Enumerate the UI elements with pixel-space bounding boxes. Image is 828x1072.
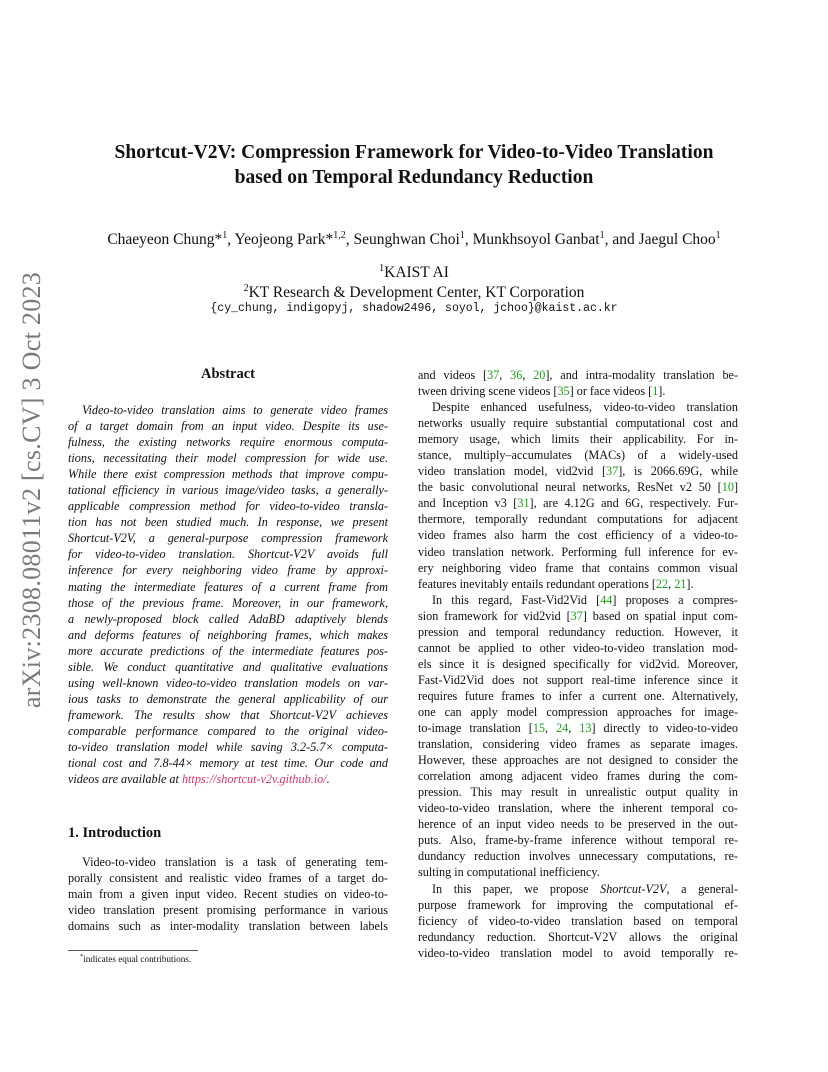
abstract-line: fulness, the existing networks require enormous computa- (68, 435, 388, 450)
intro-line: porally consistent and realistic video frames of a target do- (68, 871, 388, 886)
text: In this regard, Fast-Vid2Vid [ (432, 592, 601, 607)
citation-link[interactable]: 1 (652, 384, 659, 399)
project-link[interactable]: https://shortcut-v2v.github.io/ (181, 772, 327, 787)
right-column (418, 367, 738, 961)
body-line: memory usage, which limits their applicability. For in- (418, 432, 738, 447)
text: ] based on spatial input com- (582, 608, 738, 623)
text: tween driving scene videos [ (418, 384, 558, 399)
citation-link[interactable]: 24 (556, 721, 569, 736)
author-list: Chaeyeon Chung*$^1$, Yeojeong Park*$^{1,2}$, Seunghwan Choi$^1$, Munkhsoyol Ganbat$^1$, and Jaegul Choo$^1$ (107, 229, 721, 248)
citation-link[interactable]: 35 (557, 384, 570, 399)
body-line: thermore, temporally redundant computations for adjacent (418, 512, 738, 527)
method-name: Shortcut-V2V (600, 881, 667, 896)
abstract-line: tion has not been studied much. In response, we present (68, 515, 388, 530)
body-line: pression and temporal redundancy reduction. However, it (418, 624, 738, 639)
citation-link[interactable]: 21 (674, 576, 687, 591)
body-line: herence of an input video needs to be preserved in the out- (418, 817, 738, 832)
text: ] directly to video-to-video (591, 721, 738, 736)
affiliation-name: KT Research & Development Center, KT Corporation (248, 284, 585, 301)
text: sion framework for vid2vid [ (418, 608, 571, 623)
text: In this paper, we propose (432, 881, 601, 896)
citation-link[interactable]: 37 (487, 368, 500, 382)
author-affiliation-mark: 1 (222, 229, 228, 241)
citation-link[interactable]: 13 (579, 721, 592, 736)
text: ] (733, 480, 738, 495)
abstract-line: sible. We conduct quantitative and qualitative evaluations (68, 659, 388, 674)
author-affiliation-mark: 1,2 (333, 229, 346, 241)
text: the basic convolutional neural networks, ResNet v2 50 [ (418, 480, 722, 495)
abstract-line: tational efficiency in various image/video tasks, a generally- (68, 483, 388, 498)
body-line: puts. Also, frame-by-frame inference without temporal re- (418, 833, 738, 848)
body-line: pression. This may result in unrealistic output quality in (418, 785, 738, 800)
abstract-line: using well-known video-to-video translation models on var- (68, 675, 388, 690)
intro-line: main from a given input video. Recent studies on video-to- (68, 887, 388, 902)
abstract-line: to-video translation model while saving 3.2-5.7× computa- (68, 739, 388, 754)
text: , a general- (666, 881, 738, 896)
body-line: features inevitably entails redundant operations [22, 21]. (418, 576, 694, 591)
body-line: and videos [37, 36, 20], and intra-modality translation be- (418, 368, 739, 382)
section-heading-introduction: 1. Introduction (68, 825, 162, 841)
affiliation-1 (80, 264, 748, 282)
author-affiliation-mark: 1 (459, 229, 465, 241)
body-line (418, 608, 738, 624)
abstract-line: tional cost and 7.8-44× memory at test time. Our code and (68, 756, 388, 771)
body-line: video frames also harm the cost efficiency of a video-to- (418, 528, 738, 543)
body-line (418, 383, 738, 399)
text: to-image translation [ (418, 721, 533, 736)
abstract-line: a newly-proposed block called AdaBD adaptively blends (68, 611, 388, 626)
body-line: networks usually require substantial computational cost and (418, 416, 738, 431)
body-line: ficiency of video-to-video translation based on temporal (418, 913, 738, 928)
author-affiliation-mark: 1 (715, 229, 721, 241)
abstract-body (68, 402, 388, 787)
body-line: cannot be applied to other video-to-video translation mod- (418, 640, 738, 655)
author-name: Chaeyeon Chung* (107, 231, 223, 248)
affiliation-name: KAIST AI (384, 264, 449, 281)
affiliation-2 (80, 284, 748, 302)
citation-link[interactable]: 22 (655, 576, 669, 591)
body-line: redundancy reduction. Shortcut-V2V allows the original (418, 929, 738, 944)
abstract-line-last (68, 771, 388, 787)
arxiv-sidebar (14, 271, 50, 709)
body-line: However, these approaches are not designed to consider the (418, 753, 738, 768)
text: video translation model, vid2vid [ (418, 464, 607, 479)
intro-line: domains such as inter-modality translation between labels (68, 919, 388, 934)
abstract-line: inference for every neighboring video frame by approxi- (68, 563, 388, 578)
citation-link[interactable]: 37 (570, 608, 583, 623)
abstract-line: and deforms features of neighboring frames, which makes (68, 627, 388, 642)
abstract-line: of a target domain from an input video. Despite its use- (68, 419, 388, 434)
abstract-line: those of the previous frame. Moreover, in our framework, (68, 595, 388, 610)
abstract-line: comparable performance compared to the original video- (68, 723, 388, 738)
abstract-line: While there exist compression methods that improve compu- (68, 467, 388, 482)
body-line: translation, considering video frames as separate images. (418, 737, 738, 752)
abstract-line: framework. The results show that Shortcut-V2V achieves (68, 707, 388, 722)
body-line: one can apply model compression approaches for image- (418, 704, 738, 719)
text: and videos [ (418, 368, 488, 382)
footnote-mark: * (80, 953, 84, 960)
title-line-1: Shortcut-V2V: Compression Framework for Video-to-Video Translation (114, 142, 714, 163)
text: ] or face videos [ (569, 384, 653, 399)
text: ] proposes a compres- (612, 592, 738, 607)
abstract-line: more accurate predictions of the intermediate features pos- (68, 643, 388, 658)
text: ]. (658, 384, 666, 399)
body-line: requires future frames to infer a current one. Alternatively, (418, 688, 738, 703)
intro-line: video translation present promising performance in various (68, 903, 388, 918)
text: ]. (686, 576, 694, 591)
body-line: correlation among adjacent video frames during the com- (418, 769, 738, 784)
intro-line: Video-to-video translation is a task of generating tem- (82, 855, 388, 869)
affiliation-number: 2 (243, 282, 249, 294)
abstract-line: for video-to-video translation. Shortcut-V2V avoids full (68, 547, 388, 562)
author-name: Seunghwan Choi (353, 231, 460, 248)
body-line (418, 881, 738, 897)
abstract-line: Shortcut-V2V, a general-purpose compression framework (68, 531, 388, 546)
text: and Inception v3 [ (418, 496, 518, 511)
arxiv-id: arXiv:2308.08011v2 [cs.CV] 3 Oct 2023 (17, 271, 46, 709)
affiliation-number: 1 (379, 262, 385, 274)
author-affiliation-mark: 1 (599, 229, 605, 241)
citation-link[interactable]: 20 (533, 368, 546, 382)
body-line: dundancy reduction involves unnecessary computations, re- (418, 849, 738, 864)
citation-link[interactable]: 15 (532, 721, 546, 736)
body-line (418, 592, 738, 608)
citation-link[interactable]: 36 (510, 368, 523, 382)
body-line: stance, multiply–accumulates (MACs) of a widely-used (418, 448, 738, 463)
author-name: Munkhsoyol Ganbat (472, 231, 600, 248)
text: ], and intra-modality translation be- (545, 368, 739, 382)
intro-body (68, 854, 388, 934)
abstract-line: tions, necessitating their model compression for wide use. (68, 451, 388, 466)
body-line: ery neighboring video frame that contains common visual (418, 560, 738, 575)
body-line: els since it is designed specifically for vid2vid. Moreover, (418, 656, 738, 671)
abstract-line: Video-to-video translation aims to generate video frames (82, 403, 388, 417)
body-line: Fast-Vid2Vid does not support real-time inference since it (418, 672, 738, 687)
citation-link[interactable]: 44 (600, 592, 613, 607)
author-name: Yeojeong Park* (234, 231, 334, 248)
body-line: video translation network. Performing full inference for ev- (418, 544, 738, 559)
paper-title (80, 140, 748, 190)
citation-link[interactable]: 31 (517, 496, 530, 511)
body-line: to-image translation [15, 24, 13] directly to video-to-video (418, 721, 738, 736)
body-line (418, 463, 738, 479)
body-line (418, 495, 738, 511)
abstract-text: videos are available at (68, 772, 182, 787)
footnote-rule (68, 950, 198, 951)
body-line: purpose framework for improving the computational ef- (418, 897, 738, 912)
footnote-text: indicates equal contributions. (83, 954, 192, 965)
abstract-line: ious tasks to demonstrate the general applicability of our (68, 691, 388, 706)
abstract-heading: Abstract (201, 366, 255, 382)
citation-link[interactable]: 37 (606, 464, 619, 479)
body-line: sulting in computational inefficiency. (418, 865, 600, 880)
title-line-2: based on Temporal Redundancy Reduction (234, 167, 594, 188)
text: features inevitably entails redundant operations [ (418, 576, 656, 591)
text: ], are 4.12G and 6G, respectively. Fur- (529, 496, 738, 511)
author-name: Jaegul Choo (638, 231, 716, 248)
footnote (80, 953, 191, 964)
body-line: video-to-video translation model to avoid temporally re- (418, 945, 738, 960)
abstract-line: mating the intermediate features of a current frame from (68, 579, 388, 594)
body-line: video-to-video translation, where the inherent temporal co- (418, 801, 738, 816)
author-emails: {cy_chung, indigopyj, shadow2496, soyol, jchoo}@kaist.ac.kr (210, 302, 618, 315)
body-line: Despite enhanced usefulness, video-to-video translation (432, 400, 738, 415)
body-line (418, 479, 738, 495)
citation-link[interactable]: 10 (721, 480, 734, 495)
abstract-text: . (326, 772, 330, 787)
text: ], is 2066.69G, while (618, 464, 738, 479)
abstract-line: applicable compression method for video-to-video transla- (68, 499, 388, 514)
